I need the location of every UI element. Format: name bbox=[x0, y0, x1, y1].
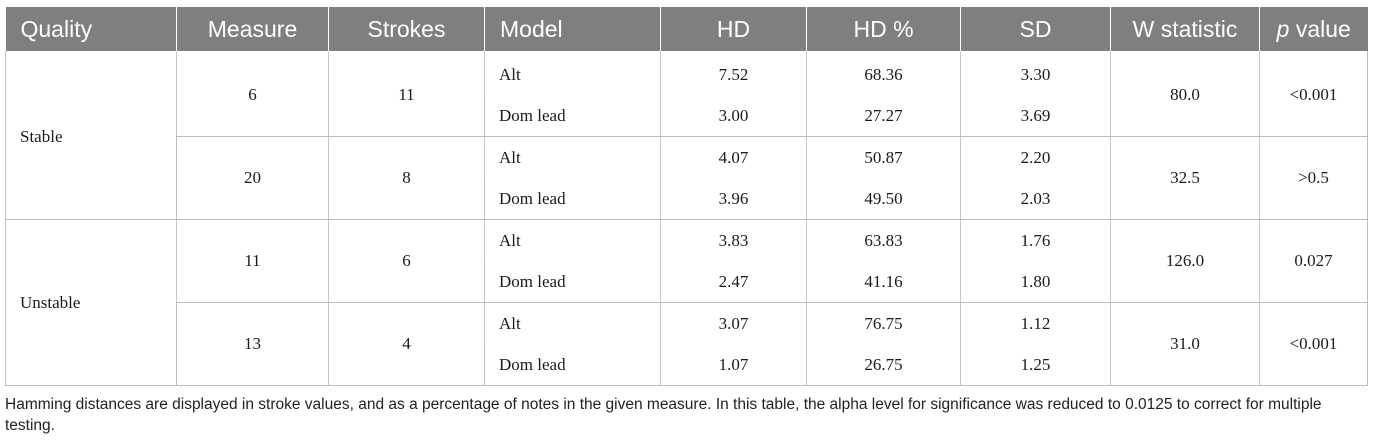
quality-cell: Unstable bbox=[6, 220, 177, 386]
hd-cell: 1.07 bbox=[661, 344, 807, 386]
header-strokes: Strokes bbox=[329, 7, 485, 51]
model-cell: Dom lead bbox=[485, 344, 661, 386]
measure-cell: 13 bbox=[177, 303, 329, 386]
hd-percent-cell: 50.87 bbox=[807, 137, 961, 179]
sd-cell: 1.80 bbox=[961, 261, 1111, 303]
model-cell: Dom lead bbox=[485, 178, 661, 220]
model-cell: Alt bbox=[485, 303, 661, 345]
sd-cell: 1.76 bbox=[961, 220, 1111, 262]
strokes-cell: 6 bbox=[329, 220, 485, 303]
strokes-cell: 4 bbox=[329, 303, 485, 386]
sd-cell: 1.25 bbox=[961, 344, 1111, 386]
hd-percent-cell: 68.36 bbox=[807, 51, 961, 95]
hd-percent-cell: 49.50 bbox=[807, 178, 961, 220]
table-row bbox=[6, 137, 1368, 179]
header-p-value bbox=[1260, 7, 1368, 51]
table-header-row bbox=[6, 7, 1368, 51]
p-value-cell: 0.027 bbox=[1260, 220, 1368, 303]
sd-cell: 2.03 bbox=[961, 178, 1111, 220]
strokes-cell: 8 bbox=[329, 137, 485, 220]
w-statistic-cell: 126.0 bbox=[1111, 220, 1260, 303]
hd-cell: 7.52 bbox=[661, 51, 807, 95]
measure-cell: 11 bbox=[177, 220, 329, 303]
hd-cell: 3.07 bbox=[661, 303, 807, 345]
sd-cell: 3.30 bbox=[961, 51, 1111, 95]
header-p-value-italic: p bbox=[1276, 15, 1290, 42]
hd-percent-cell: 76.75 bbox=[807, 303, 961, 345]
hd-cell: 3.96 bbox=[661, 178, 807, 220]
p-value-cell: <0.001 bbox=[1260, 51, 1368, 137]
header-hd: HD bbox=[661, 7, 807, 51]
sd-cell: 1.12 bbox=[961, 303, 1111, 345]
strokes-cell: 11 bbox=[329, 51, 485, 137]
model-cell: Alt bbox=[485, 220, 661, 262]
table-row bbox=[6, 220, 1368, 262]
hd-percent-cell: 63.83 bbox=[807, 220, 961, 262]
model-cell: Alt bbox=[485, 137, 661, 179]
sd-cell: 3.69 bbox=[961, 95, 1111, 137]
hamming-distance-table bbox=[5, 7, 1368, 386]
sd-cell: 2.20 bbox=[961, 137, 1111, 179]
hd-cell: 3.00 bbox=[661, 95, 807, 137]
hd-percent-cell: 27.27 bbox=[807, 95, 961, 137]
results-table-container bbox=[5, 7, 1367, 386]
hd-cell: 3.83 bbox=[661, 220, 807, 262]
hd-percent-cell: 41.16 bbox=[807, 261, 961, 303]
p-value-cell: <0.001 bbox=[1260, 303, 1368, 386]
header-model: Model bbox=[485, 7, 661, 51]
table-row bbox=[6, 51, 1368, 95]
header-p-value-rest: value bbox=[1289, 15, 1351, 42]
model-cell: Alt bbox=[485, 51, 661, 95]
measure-cell: 6 bbox=[177, 51, 329, 137]
hd-percent-cell: 26.75 bbox=[807, 344, 961, 386]
header-quality: Quality bbox=[6, 7, 177, 51]
w-statistic-cell: 32.5 bbox=[1111, 137, 1260, 220]
header-w-statistic: W statistic bbox=[1111, 7, 1260, 51]
table-row bbox=[6, 303, 1368, 345]
p-value-cell: >0.5 bbox=[1260, 137, 1368, 220]
measure-cell: 20 bbox=[177, 137, 329, 220]
hd-cell: 4.07 bbox=[661, 137, 807, 179]
model-cell: Dom lead bbox=[485, 261, 661, 303]
header-hd-percent: HD % bbox=[807, 7, 961, 51]
w-statistic-cell: 80.0 bbox=[1111, 51, 1260, 137]
quality-cell: Stable bbox=[6, 51, 177, 220]
header-sd: SD bbox=[961, 7, 1111, 51]
header-measure: Measure bbox=[177, 7, 329, 51]
hd-cell: 2.47 bbox=[661, 261, 807, 303]
w-statistic-cell: 31.0 bbox=[1111, 303, 1260, 386]
table-footnote: Hamming distances are displayed in stroke values, and as a percentage of notes in the given measure. In this table, the alpha level for significance was reduced to 0.0125 to correct for multiple testing. bbox=[5, 396, 1322, 434]
model-cell: Dom lead bbox=[485, 95, 661, 137]
